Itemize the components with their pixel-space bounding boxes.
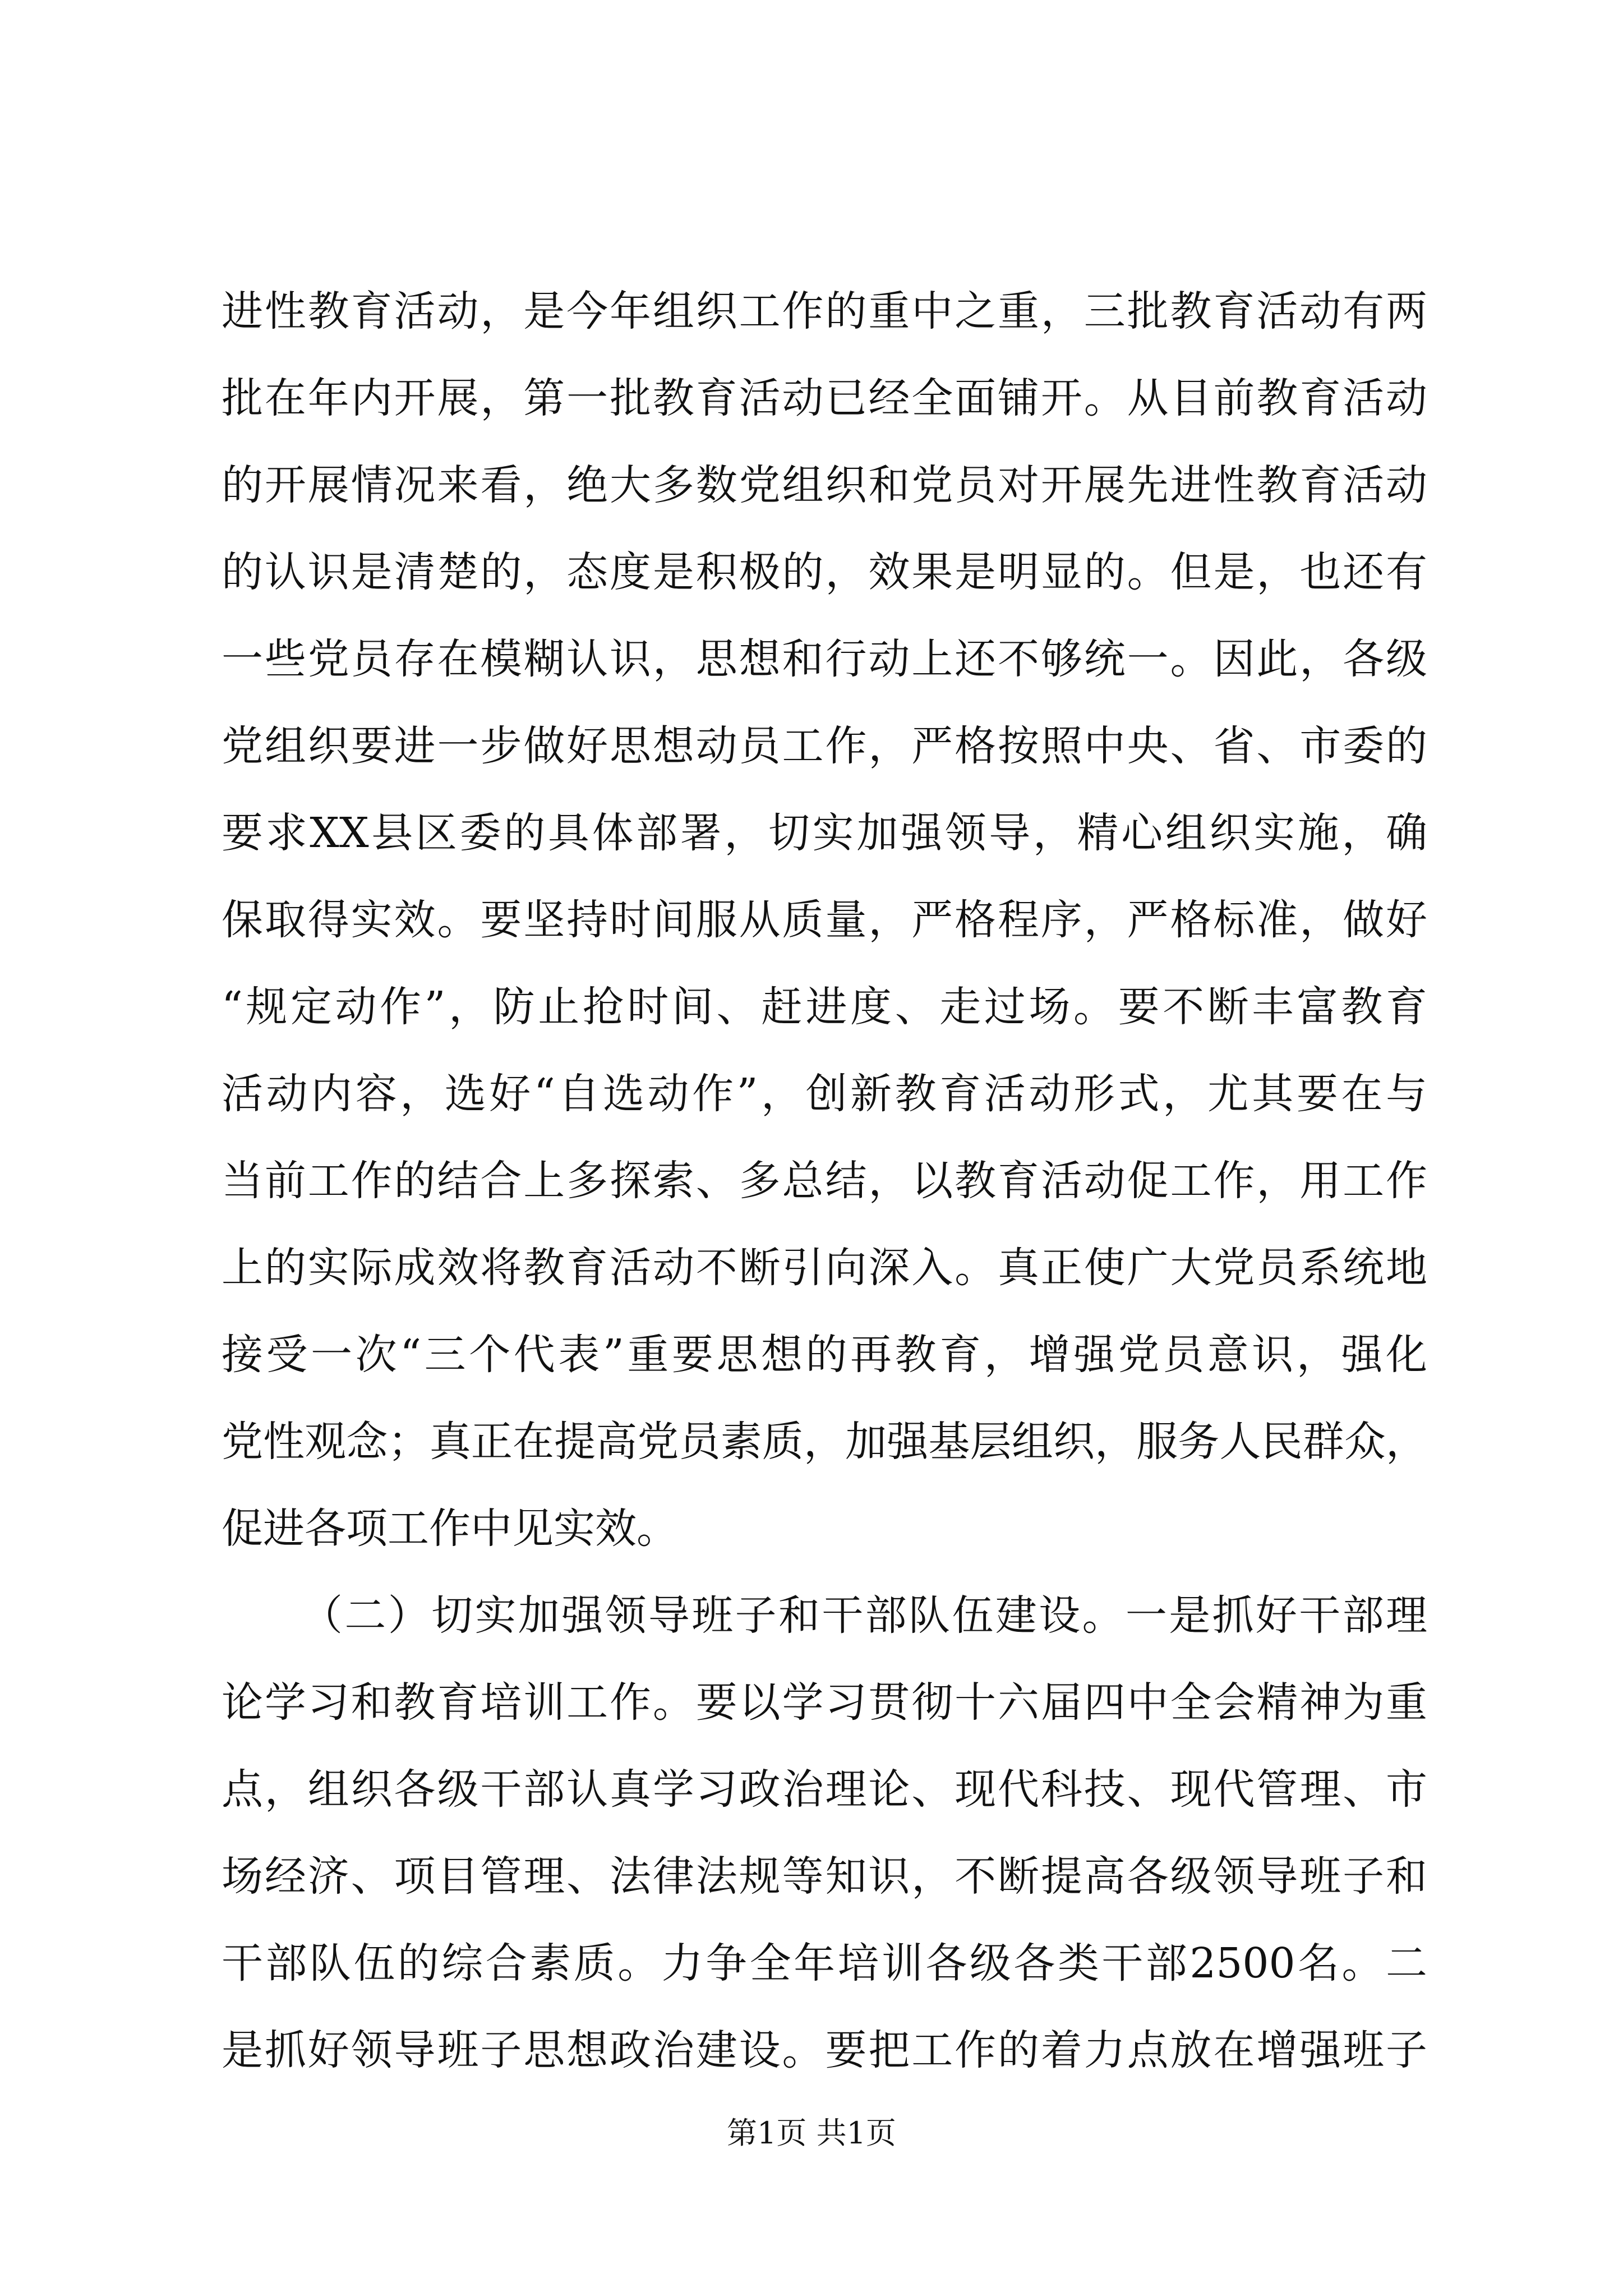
text-line-14: 党性观念；真正在提高党员素质，加强基层组织，服务人民群众， [222,1418,1427,1466]
text-line-21: 是抓好领导班子思想政治建设。要把工作的着力点放在增强班子 [222,2026,1427,2074]
text-line-19: 场经济、项目管理、法律法规等知识，不断提高各级领导班子和 [222,1852,1427,1901]
text-line-7: 要求XX县区委的具体部署，切实加强领导，精心组织实施，确 [222,809,1427,857]
text-line-2: 批在年内开展，第一批教育活动已经全面铺开。从目前教育活动 [222,374,1427,422]
text-line-17: 论学习和教育培训工作。要以学习贯彻十六届四中全会精神为重 [222,1678,1427,1727]
text-line-11: 当前工作的结合上多探索、多总结，以教育活动促工作，用工作 [222,1157,1427,1205]
text-line-13: 接受一次“三个代表”重要思想的再教育，增强党员意识，强化 [222,1331,1427,1379]
text-line-10: 活动内容，选好“自选动作”，创新教育活动形式，尤其要在与 [222,1070,1427,1118]
text-line-4: 的认识是清楚的，态度是积极的，效果是明显的。但是，也还有 [222,548,1427,596]
text-line-9: “规定动作”，防止抢时间、赶进度、走过场。要不断丰富教育 [222,983,1427,1031]
text-line-20: 干部队伍的综合素质。力争全年培训各级各类干部2500名。二 [222,1939,1427,1987]
text-line-3: 的开展情况来看，绝大多数党组织和党员对开展先进性教育活动 [222,461,1427,509]
page-footer: 第1页 共1页 [727,2115,896,2151]
text-line-18: 点，组织各级干部认真学习政治理论、现代科技、现代管理、市 [222,1765,1427,1814]
text-line-1: 进性教育活动，是今年组织工作的重中之重，三批教育活动有两 [222,287,1427,335]
text-line-8: 保取得实效。要坚持时间服从质量，严格程序，严格标准，做好 [222,896,1427,944]
text-line-6: 党组织要进一步做好思想动员工作，严格按照中央、省、市委的 [222,722,1427,770]
text-line-15: 促进各项工作中见实效。 [222,1504,678,1553]
text-line-16: （二）切实加强领导班子和干部队伍建设。一是抓好干部理 [301,1591,1427,1640]
body-text [222,268,1427,2094]
text-line-5: 一些党员存在模糊认识，思想和行动上还不够统一。因此，各级 [222,635,1427,683]
text-line-12: 上的实际成效将教育活动不断引向深入。真正使广大党员系统地 [222,1244,1427,1292]
